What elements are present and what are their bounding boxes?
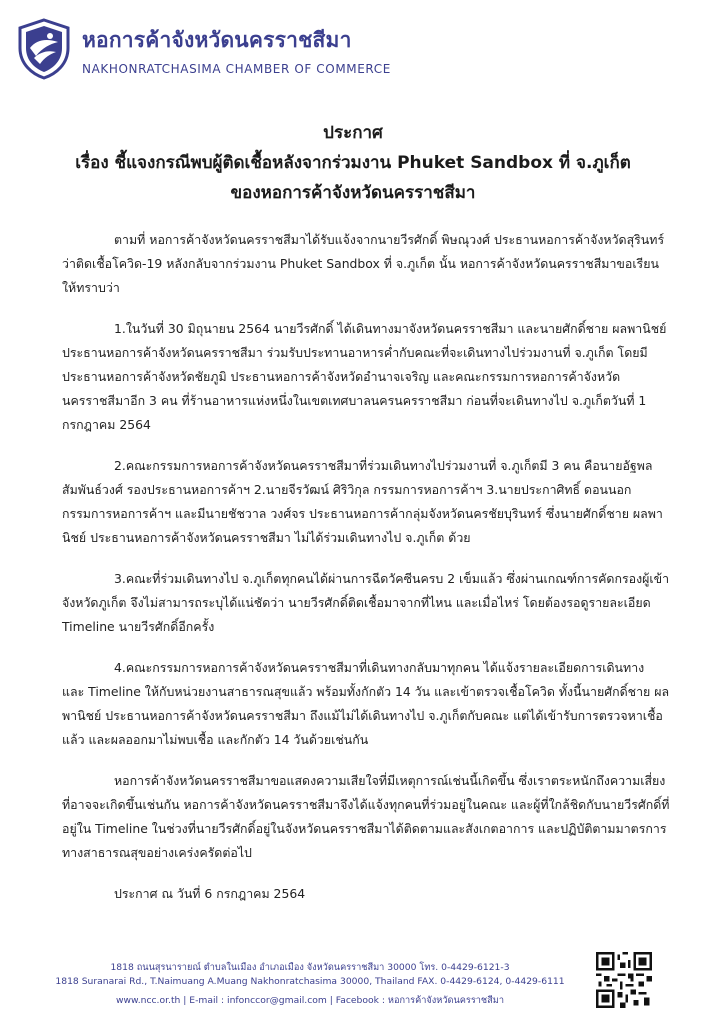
footer-address-en: 1818 Suranarai Rd., T.Naimuang A.Muang Nakhonratchasima 30000, Thailand FAX. 0-4429-6124, 0-4429-6111	[55, 976, 565, 987]
qr-code-icon	[596, 952, 652, 1008]
document-body	[62, 228, 670, 923]
org-name-en: NAKHONRATCHASIMA CHAMBER OF COMMERCE	[82, 62, 391, 76]
paragraph-1: 1.ในวันที่ 30 มิถุนายน 2564 นายวีรศักดิ์ ได้เดินทางมาจังหวัดนครราชสีมา และนายศักดิ์ชาย ผลพานิชย์ ประธานหอการค้าจังหวัดนครราชสีมา ร่วมรับประทานอาหารค่ำกับคณะที่จะเดินทางไปร่วมงานที่ จ.ภูเก็ต โดยมีประธานหอการค้าจังหวัดชัยภูมิ ประธานหอการค้าจังหวัดอำนาจเจริญ และคณะกรรมการหอการค้าจังหวัดนครราชสีมาอีก 3 คน ที่ร้านอาหารแห่งหนึ่งในเขตเทศบาลนครนครราชสีมา ก่อนที่จะเดินทางไป จ.ภูเก็ตวันที่ 1 กรกฎาคม 2564	[62, 321, 667, 432]
letterhead	[16, 18, 696, 80]
paragraph-2: 2.คณะกรรมการหอการค้าจังหวัดนครราชสีมาที่ร่วมเดินทางไปร่วมงานที่ จ.ภูเก็ตมี 3 คน คือนายอัฐพล สัมพันธ์วงศ์ รองประธานหอการค้าฯ 2.นายจีรวัฒน์ ศิริวิกุล กรรมการหอการค้าฯ 3.นายประกาศิทธิ์ ดอนนอก กรรมการหอการค้าฯ และมีนายชัชวาล วงศ์จร ประธานหอการค้ากลุ่มจังหวัดนครชัยบุรินทร์ ซึ่งนายศักดิ์ชาย ผลพานิชย์ ประธานหอการค้าจังหวัดนครราชสีมา ไม่ได้ร่วมเดินทางไป จ.ภูเก็ต ด้วย	[62, 458, 663, 545]
footer-address-th: 1818 ถนนสุรนารายณ์ ตำบลในเมือง อำเภอเมือง จังหวัดนครราชสีมา 30000 โทร. 0-4429-6121-3	[110, 962, 510, 973]
chamber-emblem-icon	[16, 18, 72, 80]
document-title: ประกาศ	[323, 123, 383, 143]
subject-line-2: ของหอการค้าจังหวัดนครราชสีมา	[230, 183, 476, 203]
paragraph-intro: ตามที่ หอการค้าจังหวัดนครราชสีมาได้รับแจ้งจากนายวีรศักดิ์ พิษณุวงศ์ ประธานหอการค้าจังหวัดสุรินทร์ ว่าติดเชื้อโควิด-19 หลังกลับจากร่วมงาน Phuket Sandbox ที่ จ.ภูเก็ต นั้น หอการค้าจังหวัดนครราชสีมาขอเรียนให้ทราบว่า	[62, 232, 665, 295]
paragraph-closing: หอการค้าจังหวัดนครราชสีมาขอแสดงความเสียใจที่มีเหตุการณ์เช่นนี้เกิดขึ้น ซึ่งเราตระหนักถึงความเสี่ยงที่อาจจะเกิดขึ้นเช่นกัน หอการค้าจังหวัดนครราชสีมาจึงได้แจ้งทุกคนที่ร่วมอยู่ในคณะ และผู้ที่ใกล้ชิดกับนายวีรศักดิ์ที่อยู่ใน Timeline ในช่วงที่นายวีรศักดิ์อยู่ในจังหวัดนครราชสีมาได้ติดตามและสังเกตอาการ และปฏิบัติตามมาตรการทางสาธารณสุขอย่างเคร่งครัดต่อไป	[62, 773, 670, 860]
subject-line-1: เรื่อง ชี้แจงกรณีพบผู้ติดเชื้อหลังจากร่วมงาน Phuket Sandbox ที่ จ.ภูเก็ต	[75, 153, 631, 173]
paragraph-3: 3.คณะที่ร่วมเดินทางไป จ.ภูเก็ตทุกคนได้ผ่านการฉีดวัคซีนครบ 2 เข็มแล้ว ซึ่งผ่านเกณฑ์การคัดกรองผู้เข้าจังหวัดภูเก็ต จึงไม่สามารถระบุได้แน่ชัดว่า นายวีรศักดิ์ติดเชื้อมาจากที่ไหน และเมื่อไหร่ โดยต้องรอดูรายละเอียด Timeline นายวีรศักดิ์อีกครั้ง	[62, 571, 670, 634]
announcement-heading	[0, 118, 706, 208]
announcement-date: ประกาศ ณ วันที่ 6 กรกฎาคม 2564	[114, 886, 306, 901]
footer	[0, 956, 706, 1024]
paragraph-4: 4.คณะกรรมการหอการค้าจังหวัดนครราชสีมาที่เดินทางกลับมาทุกคน ได้แจ้งรายละเอียดการเดินทาง และ Timeline ให้กับหน่วยงานสาธารณสุขแล้ว พร้อมทั้งกักตัว 14 วัน และเข้าตรวจเชื้อโควิด ทั้งนี้นายศักดิ์ชาย ผลพานิชย์ ประธานหอการค้าจังหวัดนครราชสีมา ถึงแม้ไม่ได้เดินทางไป จ.ภูเก็ตกับคณะ แต่ได้เข้ารับการตรวจหาเชื้อแล้ว และผลออกมาไม่พบเชื้อ และกักตัว 14 วันด้วยเช่นกัน	[62, 660, 670, 747]
org-name-th: หอการค้าจังหวัดนครราชสีมา	[82, 28, 352, 52]
footer-contact: www.ncc.or.th | E-mail : infonccor@gmail.com | Facebook : หอการค้าจังหวัดนครราชสีมา	[116, 995, 504, 1006]
